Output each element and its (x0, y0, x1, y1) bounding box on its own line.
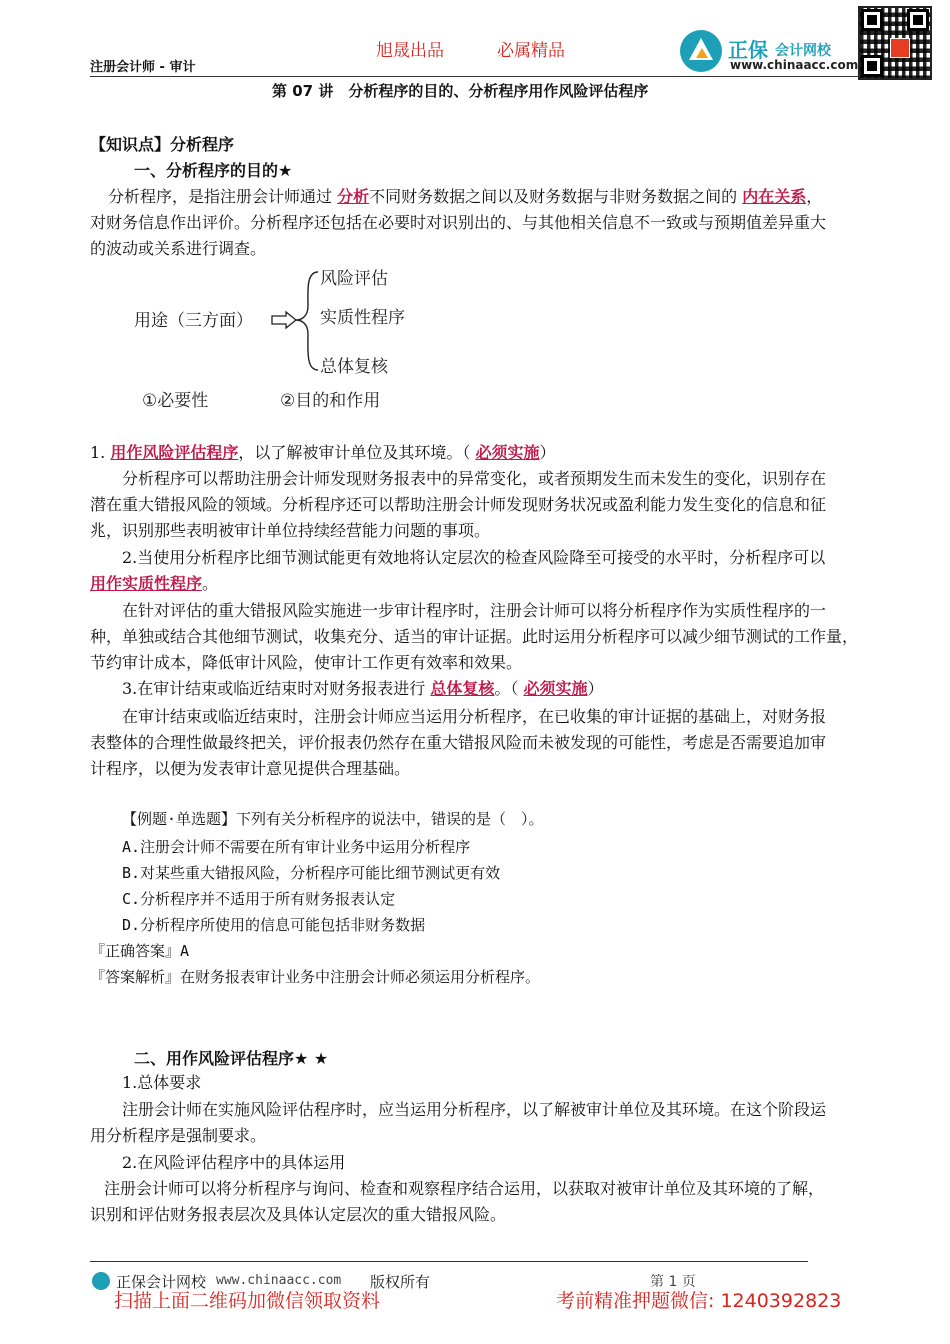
use-1-number: 1. (90, 443, 106, 462)
uses-diagram (130, 262, 450, 412)
definition-line-2: 对财务信息作出评价。分析程序还包括在必要时对识别出的、与其他相关信息不一致或与预期值差异重大 (90, 213, 827, 232)
logo-url: www.chinaacc.com (730, 58, 859, 72)
use-1-keyword: 用作风险评估程序 (110, 443, 239, 462)
knowledge-point-heading: 【知识点】分析程序 (90, 135, 235, 154)
use-2-para-1: 在针对评估的重大错报风险实施进一步审计程序时，注册会计师可以将分析程序作为实质性程序的一 (122, 601, 827, 620)
diagram-note-1: ①必要性 (142, 391, 209, 411)
arrow-right-icon (272, 312, 296, 328)
keyword-inner-relation: 内在关系 (742, 187, 807, 206)
brace-icon (296, 272, 318, 370)
use-2-line: 2.当使用分析程序比细节测试能更有效地将认定层次的检查风险降至可接受的水平时，分析程序可以 (122, 548, 826, 567)
use-3-para-1: 在审计结束或临近结束时，注册会计师应当运用分析程序，在已收集的审计证据的基础上，对财务报 (122, 707, 827, 726)
section-2-para-1b: 用分析程序是强制要求。 (90, 1126, 267, 1145)
use-3-must: 必须实施 (523, 679, 588, 698)
footer-rights: 版权所有 (370, 1273, 431, 1291)
section-2-para-2a: 注册会计师可以将分析程序与询问、检查和观察程序结合运用，以获取对被审计单位及其环境的了解， (104, 1179, 825, 1198)
use-2-para-2: 种，单独或结合其他细节测试，收集充分、适当的审计证据。此时运用分析程序可以减少细节测试的工作量， (90, 627, 859, 646)
header-course-title: 注册会计师 - 审计 (90, 60, 196, 75)
footer-url: www.chinaacc.com (216, 1273, 342, 1288)
diagram-label: 用途（三方面） (134, 311, 253, 331)
use-1-end: ） (539, 443, 556, 462)
header-red-right: 必属精品 (497, 41, 565, 61)
section-2-heading: 二、用作风险评估程序★ ★ (134, 1049, 329, 1068)
definition-text-b: 不同财务数据之间以及财务数据与非财务数据之间的 (369, 187, 738, 206)
diagram-item-3: 总体复核 (320, 357, 388, 377)
example-option-b: B.对某些重大错报风险，分析程序可能比细节测试更有效 (122, 864, 501, 882)
use-1-para-3: 兆，识别那些表明被审计单位持续经营能力问题的事项。 (90, 521, 491, 540)
use-2-end: 。 (202, 574, 219, 593)
section-2-sub-2: 2.在风险评估程序中的具体运用 (122, 1153, 346, 1172)
example-explanation: 『答案解析』在财务报表审计业务中注册会计师必须运用分析程序。 (90, 968, 541, 986)
example-question: 【例题·单选题】下列有关分析程序的说法中，错误的是（ ）。 (122, 810, 544, 828)
use-2-keyword: 用作实质性程序 (90, 574, 203, 593)
diagram-note-2: ②目的和作用 (280, 391, 381, 411)
definition-text-a: 分析程序，是指注册会计师通过 (108, 187, 333, 206)
section-2-sub-1: 1.总体要求 (122, 1073, 202, 1092)
example-option-d: D.分析程序所使用的信息可能包括非财务数据 (122, 916, 426, 934)
logo-name-2: 会计网校 (775, 43, 831, 59)
logo-name: 正保 (728, 38, 768, 62)
footer-wechat-label: 考前精准押题微信: (556, 1290, 715, 1312)
footer-logo-icon (92, 1272, 110, 1290)
example-option-c: C.分析程序并不适用于所有财务报表认定 (122, 890, 396, 908)
header-divider (90, 76, 860, 77)
definition-line-3: 的波动或关系进行调查。 (90, 239, 267, 258)
diagram-item-2: 实质性程序 (320, 308, 405, 328)
use-1-line (90, 440, 556, 466)
section-1-heading: 一、分析程序的目的★ (134, 161, 293, 180)
keyword-analysis: 分析 (337, 187, 370, 206)
use-3-para-2: 表整体的合理性做最终把关，评价报表仍然存在重大错报风险而未被发现的可能性，考虑是否需要追加审 (90, 733, 827, 752)
footer-wechat-number: 1240392823 (720, 1290, 842, 1312)
use-3-line (122, 676, 604, 702)
chinaacc-logo-icon (680, 30, 722, 72)
lecture-title: 第 07 讲 分析程序的目的、分析程序用作风险评估程序 (272, 82, 649, 100)
diagram-item-1: 风险评估 (320, 269, 388, 289)
example-answer: 『正确答案』A (90, 942, 190, 960)
use-1-para-2: 潜在重大错报风险的领域。分析程序还可以帮助注册会计师发现财务状况或盈利能力发生变化的信息和征 (90, 495, 827, 514)
footer-page-number: 第 1 页 (650, 1274, 696, 1290)
section-2-para-1a: 注册会计师在实施风险评估程序时，应当运用分析程序，以了解被审计单位及其环境。在这个阶段运 (122, 1100, 827, 1119)
use-3-para-3: 计程序，以便为发表审计意见提供合理基础。 (90, 759, 411, 778)
footer-brand: 正保会计网校 (116, 1273, 207, 1291)
section-2-para-2b: 识别和评估财务报表层次及具体认定层次的重大错报风险。 (90, 1205, 507, 1224)
use-3-text: 3.在审计结束或临近结束时对财务报表进行 (122, 679, 426, 698)
use-1-must: 必须实施 (475, 443, 540, 462)
definition-text-c: ， (806, 187, 823, 206)
use-2-keyword-line (90, 571, 218, 597)
footer-divider (90, 1261, 808, 1262)
footer-red-right (556, 1286, 841, 1313)
use-1-para-1: 分析程序可以帮助注册会计师发现财务报表中的异常变化，或者预期发生而未发生的变化，识别存在 (122, 469, 827, 488)
use-3-mid: 。（ (494, 679, 519, 698)
qr-badge-icon (890, 38, 910, 58)
use-1-text: ，以了解被审计单位及其环境。（ (238, 443, 471, 462)
use-3-keyword: 总体复核 (430, 679, 495, 698)
use-2-para-3: 节约审计成本，降低审计风险，使审计工作更有效率和效果。 (90, 653, 523, 672)
footer-red-left: 扫描上面二维码加微信领取资料 (114, 1290, 381, 1312)
header-red-left: 旭晟出品 (376, 41, 444, 61)
definition-line-1 (108, 184, 822, 210)
use-3-end: ） (587, 679, 604, 698)
example-option-a: A.注册会计师不需要在所有审计业务中运用分析程序 (122, 838, 471, 856)
